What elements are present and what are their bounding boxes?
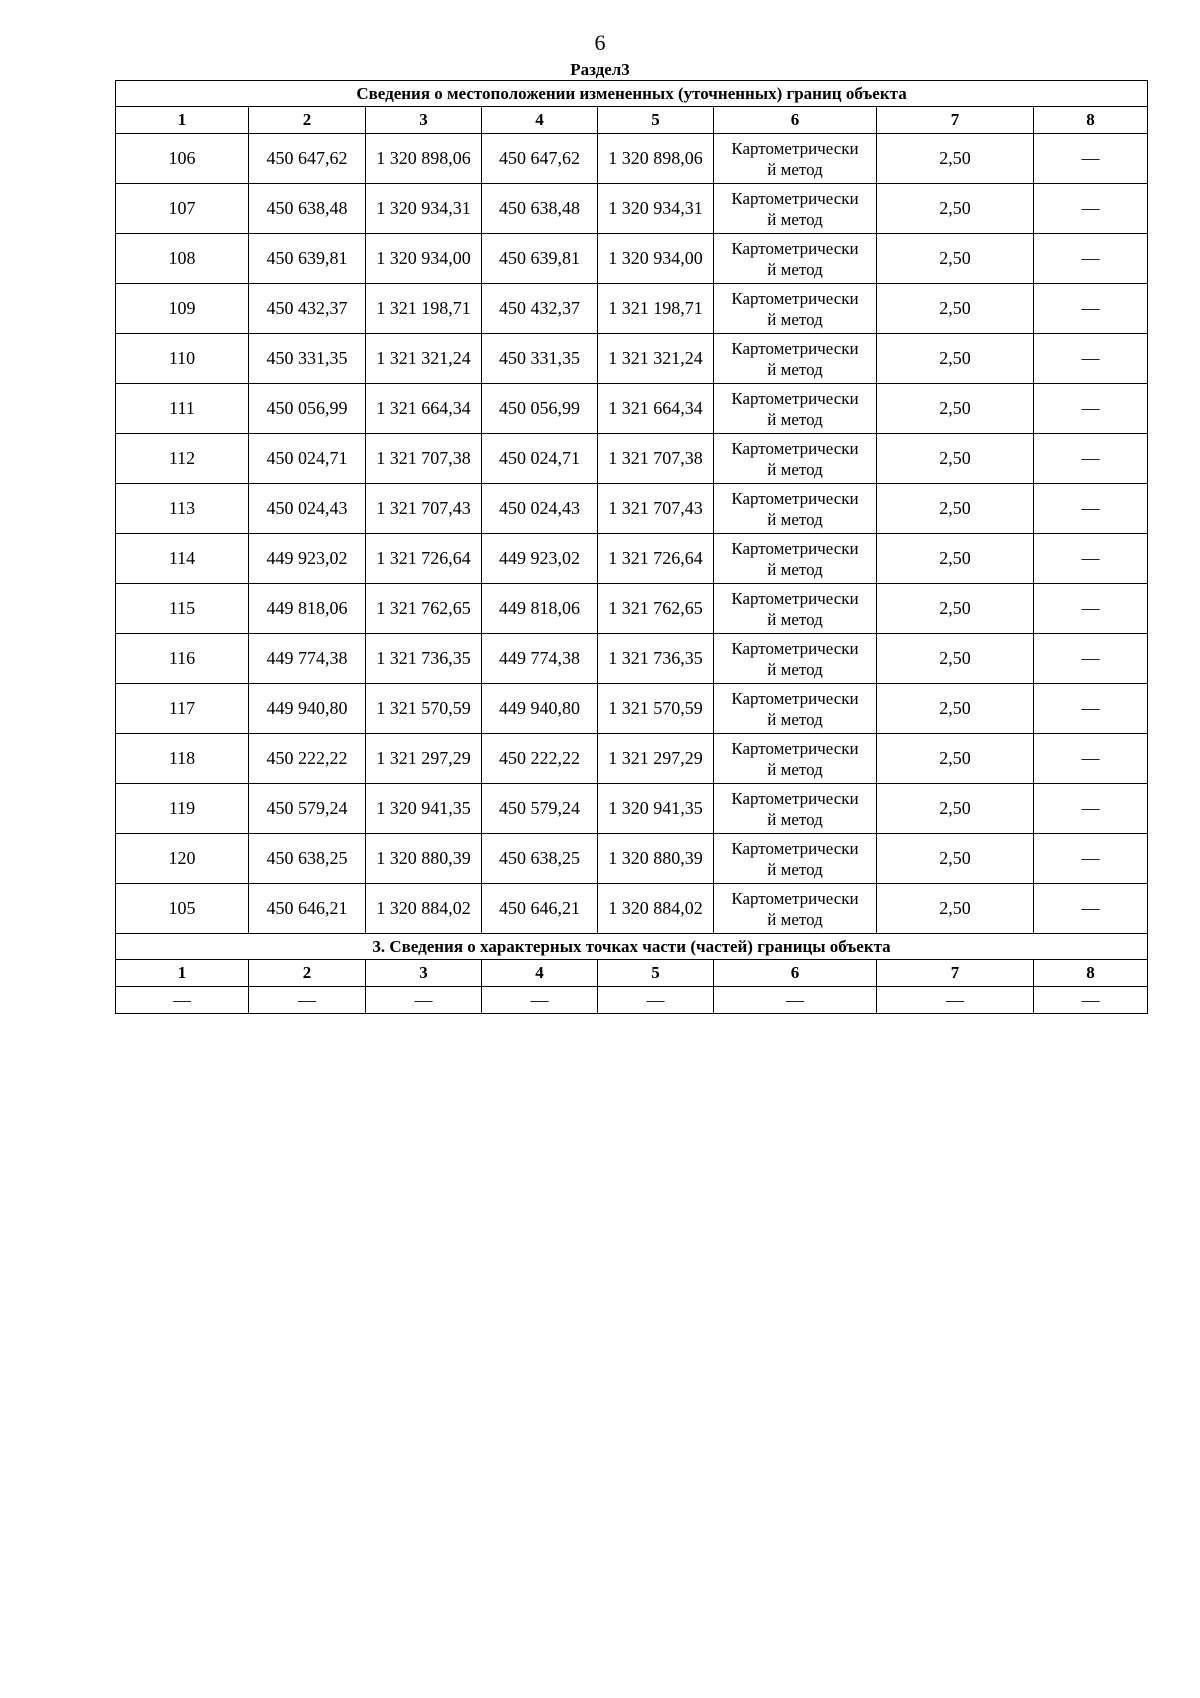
table-body	[116, 81, 1148, 1014]
method-line1: Картометрически	[731, 638, 859, 658]
y-refined-cell: 1 321 297,29	[598, 734, 714, 784]
x-existing-cell: 450 647,62	[249, 134, 366, 184]
x-existing-cell: 450 638,48	[249, 184, 366, 234]
x-refined-cell: 450 056,99	[482, 384, 598, 434]
x-refined-cell: 450 024,43	[482, 484, 598, 534]
x-refined-cell: 449 940,80	[482, 684, 598, 734]
accuracy-cell: 2,50	[877, 534, 1034, 584]
x-refined-cell: 450 638,25	[482, 834, 598, 884]
method-cell	[714, 134, 877, 184]
method-cell	[714, 484, 877, 534]
y-existing-cell: 1 320 884,02	[366, 884, 482, 934]
accuracy-cell: 2,50	[877, 434, 1034, 484]
point-number-cell: 115	[116, 584, 249, 634]
table-row	[116, 634, 1148, 684]
point-number-cell: 114	[116, 534, 249, 584]
method-line2: й метод	[767, 909, 823, 929]
note-cell: —	[1034, 284, 1148, 334]
x-existing-cell: 450 638,25	[249, 834, 366, 884]
accuracy-cell: 2,50	[877, 884, 1034, 934]
empty-cell: —	[482, 987, 598, 1014]
table-row	[116, 584, 1148, 634]
accuracy-cell: 2,50	[877, 634, 1034, 684]
column-number: 3	[366, 960, 482, 987]
table-row	[116, 784, 1148, 834]
method-line1: Картометрически	[731, 288, 859, 308]
note-cell: —	[1034, 834, 1148, 884]
note-cell: —	[1034, 384, 1148, 434]
empty-cell: —	[116, 987, 249, 1014]
method-line2: й метод	[767, 709, 823, 729]
x-existing-cell: 450 056,99	[249, 384, 366, 434]
y-existing-cell: 1 321 726,64	[366, 534, 482, 584]
y-existing-cell: 1 321 198,71	[366, 284, 482, 334]
y-refined-cell: 1 320 898,06	[598, 134, 714, 184]
method-line1: Картометрически	[731, 438, 859, 458]
x-existing-cell: 450 432,37	[249, 284, 366, 334]
method-cell	[714, 834, 877, 884]
x-existing-cell: 450 646,21	[249, 884, 366, 934]
x-refined-cell: 450 222,22	[482, 734, 598, 784]
x-existing-cell: 450 579,24	[249, 784, 366, 834]
method-line2: й метод	[767, 209, 823, 229]
column-number: 8	[1034, 107, 1148, 134]
method-line1: Картометрически	[731, 588, 859, 608]
table-row	[116, 684, 1148, 734]
accuracy-cell: 2,50	[877, 134, 1034, 184]
method-line1: Картометрически	[731, 788, 859, 808]
method-line2: й метод	[767, 459, 823, 479]
method-cell	[714, 884, 877, 934]
x-existing-cell: 450 331,35	[249, 334, 366, 384]
table2-empty-row	[116, 987, 1148, 1014]
method-cell	[714, 584, 877, 634]
accuracy-cell: 2,50	[877, 384, 1034, 434]
table-row	[116, 184, 1148, 234]
note-cell: —	[1034, 434, 1148, 484]
table-row	[116, 384, 1148, 434]
x-refined-cell: 450 639,81	[482, 234, 598, 284]
method-line1: Картометрически	[731, 138, 859, 158]
method-line2: й метод	[767, 809, 823, 829]
page-number: 6	[594, 30, 606, 55]
method-cell	[714, 534, 877, 584]
column-number: 7	[877, 107, 1034, 134]
method-line2: й метод	[767, 659, 823, 679]
note-cell: —	[1034, 684, 1148, 734]
y-existing-cell: 1 321 707,38	[366, 434, 482, 484]
note-cell: —	[1034, 334, 1148, 384]
table1-column-numbers-row	[116, 107, 1148, 134]
y-refined-cell: 1 321 726,64	[598, 534, 714, 584]
point-number-cell: 112	[116, 434, 249, 484]
point-number-cell: 111	[116, 384, 249, 434]
method-cell	[714, 284, 877, 334]
table-row	[116, 134, 1148, 184]
table-row	[116, 884, 1148, 934]
table-row	[116, 734, 1148, 784]
point-number-cell: 106	[116, 134, 249, 184]
y-refined-cell: 1 320 934,31	[598, 184, 714, 234]
empty-cell: —	[877, 987, 1034, 1014]
point-number-cell: 119	[116, 784, 249, 834]
y-refined-cell: 1 320 934,00	[598, 234, 714, 284]
column-number: 1	[116, 960, 249, 987]
note-cell: —	[1034, 134, 1148, 184]
y-refined-cell: 1 321 664,34	[598, 384, 714, 434]
x-refined-cell: 450 432,37	[482, 284, 598, 334]
accuracy-cell: 2,50	[877, 234, 1034, 284]
column-number: 5	[598, 107, 714, 134]
note-cell: —	[1034, 184, 1148, 234]
method-cell	[714, 184, 877, 234]
accuracy-cell: 2,50	[877, 584, 1034, 634]
y-existing-cell: 1 320 880,39	[366, 834, 482, 884]
x-refined-cell: 449 774,38	[482, 634, 598, 684]
empty-cell: —	[249, 987, 366, 1014]
y-existing-cell: 1 320 934,00	[366, 234, 482, 284]
table2-caption: 3. Сведения о характерных точках части (частей) границы объекта	[116, 934, 1148, 960]
note-cell: —	[1034, 234, 1148, 284]
method-line2: й метод	[767, 609, 823, 629]
method-cell	[714, 334, 877, 384]
method-line1: Картометрически	[731, 338, 859, 358]
point-number-cell: 105	[116, 884, 249, 934]
table1-caption-row	[116, 81, 1148, 107]
accuracy-cell: 2,50	[877, 684, 1034, 734]
method-line2: й метод	[767, 259, 823, 279]
accuracy-cell: 2,50	[877, 834, 1034, 884]
y-refined-cell: 1 321 198,71	[598, 284, 714, 334]
method-cell	[714, 684, 877, 734]
point-number-cell: 113	[116, 484, 249, 534]
table-row	[116, 284, 1148, 334]
table2-column-numbers-row	[116, 960, 1148, 987]
method-line2: й метод	[767, 559, 823, 579]
method-cell	[714, 234, 877, 284]
method-cell	[714, 634, 877, 684]
method-line1: Картометрически	[731, 888, 859, 908]
note-cell: —	[1034, 734, 1148, 784]
point-number-cell: 118	[116, 734, 249, 784]
table2-caption-row	[116, 934, 1148, 960]
y-existing-cell: 1 321 570,59	[366, 684, 482, 734]
method-line1: Картометрически	[731, 188, 859, 208]
y-refined-cell: 1 321 736,35	[598, 634, 714, 684]
y-refined-cell: 1 321 570,59	[598, 684, 714, 734]
y-refined-cell: 1 320 880,39	[598, 834, 714, 884]
empty-cell: —	[714, 987, 877, 1014]
table-row	[116, 434, 1148, 484]
table-row	[116, 234, 1148, 284]
x-existing-cell: 449 818,06	[249, 584, 366, 634]
accuracy-cell: 2,50	[877, 284, 1034, 334]
y-existing-cell: 1 321 321,24	[366, 334, 482, 384]
method-line1: Картометрически	[731, 838, 859, 858]
x-refined-cell: 450 647,62	[482, 134, 598, 184]
method-line2: й метод	[767, 509, 823, 529]
x-existing-cell: 450 024,71	[249, 434, 366, 484]
point-number-cell: 108	[116, 234, 249, 284]
section-title: Раздел3	[570, 60, 630, 79]
table-row	[116, 534, 1148, 584]
y-refined-cell: 1 321 707,38	[598, 434, 714, 484]
column-number: 8	[1034, 960, 1148, 987]
accuracy-cell: 2,50	[877, 184, 1034, 234]
column-number: 6	[714, 960, 877, 987]
y-existing-cell: 1 320 941,35	[366, 784, 482, 834]
y-refined-cell: 1 321 762,65	[598, 584, 714, 634]
method-line2: й метод	[767, 359, 823, 379]
boundary-table	[115, 80, 1148, 1014]
method-line1: Картометрически	[731, 488, 859, 508]
x-refined-cell: 450 646,21	[482, 884, 598, 934]
x-existing-cell: 449 774,38	[249, 634, 366, 684]
column-number: 4	[482, 960, 598, 987]
table-row	[116, 334, 1148, 384]
accuracy-cell: 2,50	[877, 334, 1034, 384]
note-cell: —	[1034, 484, 1148, 534]
note-cell: —	[1034, 634, 1148, 684]
method-cell	[714, 384, 877, 434]
y-existing-cell: 1 321 297,29	[366, 734, 482, 784]
method-line2: й метод	[767, 859, 823, 879]
x-existing-cell: 449 940,80	[249, 684, 366, 734]
column-number: 2	[249, 107, 366, 134]
method-line1: Картометрически	[731, 688, 859, 708]
method-line2: й метод	[767, 309, 823, 329]
table1-caption: Сведения о местоположении измененных (уточненных) границ объекта	[116, 81, 1148, 107]
point-number-cell: 107	[116, 184, 249, 234]
empty-cell: —	[598, 987, 714, 1014]
note-cell: —	[1034, 784, 1148, 834]
point-number-cell: 109	[116, 284, 249, 334]
column-number: 4	[482, 107, 598, 134]
x-refined-cell: 450 024,71	[482, 434, 598, 484]
column-number: 6	[714, 107, 877, 134]
method-line1: Картометрически	[731, 738, 859, 758]
empty-cell: —	[1034, 987, 1148, 1014]
method-line1: Картометрически	[731, 538, 859, 558]
column-number: 1	[116, 107, 249, 134]
point-number-cell: 117	[116, 684, 249, 734]
column-number: 7	[877, 960, 1034, 987]
column-number: 2	[249, 960, 366, 987]
accuracy-cell: 2,50	[877, 734, 1034, 784]
column-number: 5	[598, 960, 714, 987]
x-existing-cell: 449 923,02	[249, 534, 366, 584]
y-refined-cell: 1 320 941,35	[598, 784, 714, 834]
y-existing-cell: 1 321 762,65	[366, 584, 482, 634]
accuracy-cell: 2,50	[877, 484, 1034, 534]
x-existing-cell: 450 639,81	[249, 234, 366, 284]
method-line2: й метод	[767, 159, 823, 179]
empty-cell: —	[366, 987, 482, 1014]
point-number-cell: 116	[116, 634, 249, 684]
y-existing-cell: 1 321 664,34	[366, 384, 482, 434]
method-cell	[714, 734, 877, 784]
x-existing-cell: 450 024,43	[249, 484, 366, 534]
method-cell	[714, 784, 877, 834]
y-existing-cell: 1 320 898,06	[366, 134, 482, 184]
y-existing-cell: 1 320 934,31	[366, 184, 482, 234]
table-row	[116, 834, 1148, 884]
note-cell: —	[1034, 534, 1148, 584]
x-refined-cell: 450 579,24	[482, 784, 598, 834]
column-number: 3	[366, 107, 482, 134]
y-existing-cell: 1 321 707,43	[366, 484, 482, 534]
y-refined-cell: 1 321 707,43	[598, 484, 714, 534]
y-existing-cell: 1 321 736,35	[366, 634, 482, 684]
point-number-cell: 120	[116, 834, 249, 884]
method-cell	[714, 434, 877, 484]
note-cell: —	[1034, 884, 1148, 934]
x-refined-cell: 449 818,06	[482, 584, 598, 634]
y-refined-cell: 1 321 321,24	[598, 334, 714, 384]
method-line2: й метод	[767, 759, 823, 779]
table-row	[116, 484, 1148, 534]
x-refined-cell: 449 923,02	[482, 534, 598, 584]
y-refined-cell: 1 320 884,02	[598, 884, 714, 934]
note-cell: —	[1034, 584, 1148, 634]
x-refined-cell: 450 331,35	[482, 334, 598, 384]
method-line1: Картометрически	[731, 388, 859, 408]
method-line2: й метод	[767, 409, 823, 429]
point-number-cell: 110	[116, 334, 249, 384]
accuracy-cell: 2,50	[877, 784, 1034, 834]
x-existing-cell: 450 222,22	[249, 734, 366, 784]
x-refined-cell: 450 638,48	[482, 184, 598, 234]
method-line1: Картометрически	[731, 238, 859, 258]
